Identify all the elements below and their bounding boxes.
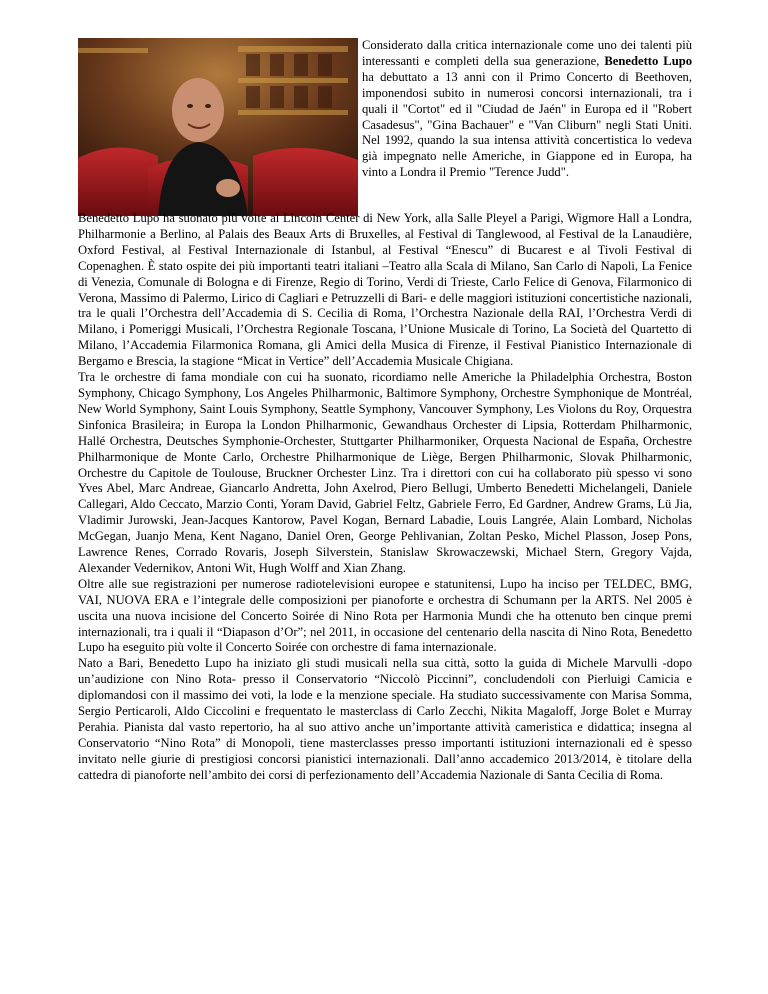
- intro-lead: Considerato dalla critica internazionale come uno dei talenti più interessanti e completi della sua generazione,: [362, 38, 692, 68]
- intro-paragraph: [362, 38, 692, 181]
- intro-text: [362, 38, 692, 181]
- paragraph-venues: Benedetto Lupo ha suonato più volte al Lincoln Center di New York, alla Salle Pleyel a Parigi, Wigmore Hall a Londra, Philharmonie a Berlino, al Palais des Beaux Arts di Bruxelles, al Festival di Tanglewood, al Festival de la Lanaudière, Oxford Festival, al Festival Internazionale di Istanbul, al Festival “Enescu” di Bucarest e al Tivoli Festival di Copenaghen. È stato ospite dei più importanti teatri italiani –Teatro alla Scala di Milano, San Carlo di Napoli, La Fenice di Venezia, Comunale di Bologna e di Firenze, Regio di Torino, Verdi di Trieste, Carlo Felice di Genova, Filarmonico di Verona, Massimo di Palermo, Lirico di Cagliari e Petruzzelli di Bari- e delle maggiori istituzioni concertistiche nazionali, tra le quali l’Orchestra dell’Accademia di S. Cecilia di Roma, l’Orchestra Nazionale della RAI, l’Orchestra Verdi di Milano, i Pomeriggi Musicali, l’Orchestra Regionale Toscana, l’Unione Musicale di Torino, La Società del Quartetto di Milano, l’Accademia Filarmonica Romana, gli Amici della Musica di Firenze, il Festival Pianistico Internazionale di Bergamo e Brescia, la stagione “Micat in Vertice” dell’Accademia Musicale Chigiana.: [78, 211, 692, 369]
- intro-rest: ha debuttato a 13 anni con il Primo Concerto di Beethoven, imponendosi subito in numerosi concorsi internazionali, tra i quali il "Cortot" ed il "Ciudad de Jaén" in Europa ed il "Robert Casadesus", "Gina Bachauer" e "Van Cliburn" negli Stati Uniti. Nel 1992, quando la sua intensa attività concertistica lo vedeva già impegnato nelle Americhe, in Giappone ed in Europa, ha vinto a Londra il Premio "Terence Judd".: [362, 69, 692, 180]
- portrait-photo: [78, 38, 358, 216]
- portrait-illustration: [78, 38, 358, 216]
- paragraph-orchestras: Tra le orchestre di fama mondiale con cui ha suonato, ricordiamo nelle Americhe la Philadelphia Orchestra, Boston Symphony, Chicago Symphony, Los Angeles Philharmonic, Baltimore Symphony, Orchestre Symphonique de Montréal, New World Symphony, Saint Louis Symphony, Seattle Symphony, Vancouver Symphony, Les Violons du Roy, Orquestra Sinfonica Brasileira; in Europa la London Philharmonic, Gewandhaus Orchester di Lipsia, Rotterdam Philharmonic, Hallé Orchestra, Deutsches Symphonie-Orchester, Stuttgarter Philharmoniker, Orquesta Nacional de España, Orchestre Philharmonique de Monte Carlo, Orchestre Philharmonique de Liège, Bergen Philharmonic, Slovak Philharmonic, Orchestre du Capitole de Toulouse, Bruckner Orchester Linz. Tra i direttori con cui ha collaborato più spesso vi sono Yves Abel, Marc Andreae, Giancarlo Andretta, John Axelrod, Piero Bellugi, Umberto Benedetti Michelangeli, Daniele Callegari, Aldo Ceccato, Marzio Conti, Yoram David, Gabriel Feltz, Gabriele Ferro, Ed Gardner, Andrew Grams, Lü Jia, Vladimir Jurowski, Jean-Jacques Kantorow, Pavel Kogan, Bernard Labadie, Louis Langrée, Alain Lombard, Nicholas McGegan, Juanjo Mena, Kent Nagano, Daniel Oren, George Pehlivanian, Zoltan Pesko, Michel Plasson, Josep Pons, Lawrence Renes, Corrado Rovaris, Joseph Silverstein, Stanislaw Skrowaczewski, Michael Stern, Gregory Vajda, Alexander Vedernikov, Antoni Wit, Hugh Wolff and Xian Zhang.: [78, 370, 692, 575]
- paragraph-recordings: Oltre alle sue registrazioni per numerose radiotelevisioni europee e statunitensi, Lupo ha inciso per TELDEC, BMG, VAI, NUOVA ERA e l’integrale delle composizioni per pianoforte e orchestra di Schumann per la ARTS. Nel 2005 è uscita una nuova incisione del Concerto Soirée di Nino Rota per Harmonia Mundi che ha ottenuto ben cinque premi internazionali, tra i quali il “Diapason d’Or”; nel 2011, in occasione del centenario della nascita di Nino Rota, Benedetto Lupo ha eseguito più volte il Concerto Soirée con orchestre di fama internazionale.: [78, 576, 692, 655]
- artist-name: Benedetto Lupo: [604, 53, 692, 68]
- paragraph-education: Nato a Bari, Benedetto Lupo ha iniziato gli studi musicali nella sua città, sotto la guida di Michele Marvulli -dopo un’audizione con Nino Rota- presso il Conservatorio “Niccolò Piccinni”, concludendoli con Pierluigi Camicia e diplomandosi con il massimo dei voti, la lode e la menzione speciale. Ha studiato successivamente con Marisa Somma, Sergio Perticaroli, Aldo Ciccolini e frequentato le masterclass di Carlo Zecchi, Nikita Magaloff, Jorge Bolet e Murray Perahia. Pianista dal vasto repertorio, ha al suo attivo anche un’importante attività cameristica e didattica; insegna al Conservatorio “Nino Rota” di Monopoli, tiene masterclasses presso importanti istituzioni internazionali ed è spesso invitato nelle giurie di prestigiosi concorsi pianistici internazionali. Dall’anno accademico 2013/2014, è titolare della cattedra di pianoforte nell’ambito dei corsi di perfezionamento dell’Accademia Nazionale di Santa Cecilia di Roma.: [78, 656, 692, 782]
- biography-body: [78, 211, 692, 784]
